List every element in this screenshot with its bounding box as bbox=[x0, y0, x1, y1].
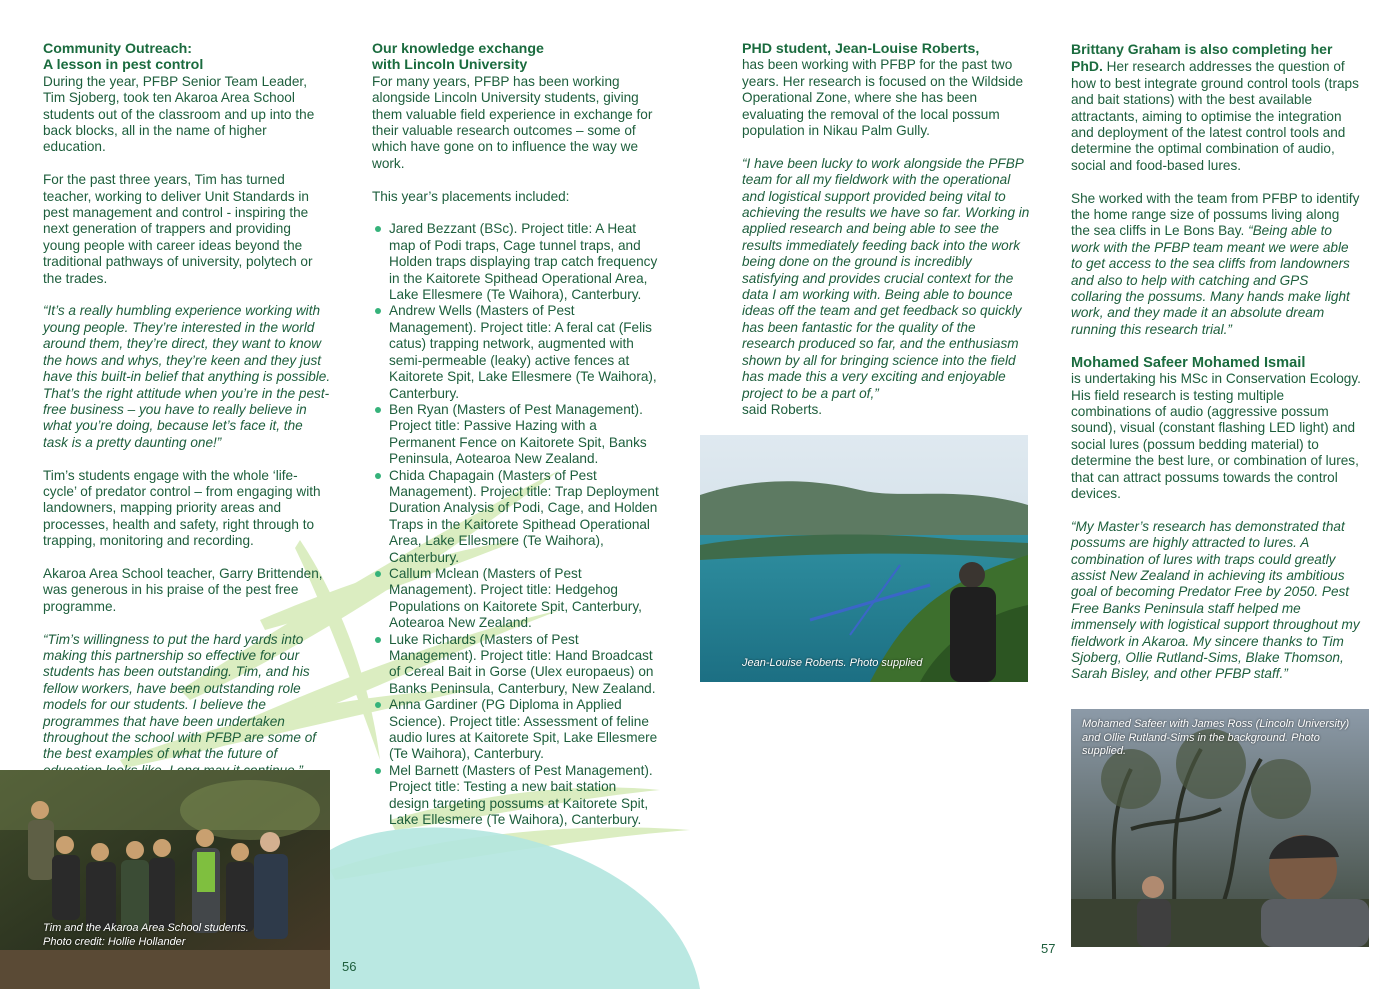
placements-list bbox=[372, 221, 660, 828]
column-lincoln-university bbox=[372, 41, 660, 828]
paragraph: This year’s placements included: bbox=[372, 188, 570, 204]
bullet-icon bbox=[375, 226, 381, 232]
quote: “It’s a really humbling experience working with young people. They’re interested in the world around them, they’re direct, they want to know the hows and whys, they’re keen and they just have this built-in belief that anything is possible. That’s the right attitude when you’re in the pest-free business – you have to really believe in what you’re doing, because let’s face it, the task is a pretty daunting one!” bbox=[43, 303, 331, 450]
photo-group-image bbox=[0, 770, 330, 989]
paragraph: is undertaking his MSc in Conservation Ecology. His field research is testing multiple combinations of audio (aggressive possum sound), visual (constant flashing LED light) and social lures (possum bedding material) to determine the best lure, or combination of lures, that can attract possums towards the control devices. bbox=[1071, 371, 1361, 501]
list-item: Ben Ryan (Masters of Pest Management). Project title: Passive Hazing with a Permanent Fence on Kaitorete Spit, Banks Peninsula, Aotearoa New Zealand. bbox=[372, 402, 660, 468]
column-community-outreach bbox=[43, 41, 331, 796]
section-heading: PHD student, Jean-Louise Roberts, bbox=[742, 41, 980, 57]
paragraph: For the past three years, Tim has turned teacher, working to deliver Unit Standards in pest management and control - inspiring the next generation of trappers and providing young people with career ideas beyond the traditional pathways of university, polytech or the trades. bbox=[43, 172, 313, 286]
list-item: Anna Gardiner (PG Diploma in Applied Science). Project title: Assessment of feline audio lures at Kaitorete Spit, Lake Ellesmere (Te Waihora), Canterbury. bbox=[372, 697, 660, 763]
bullet-icon bbox=[375, 571, 381, 577]
paragraph: Akaroa Area School teacher, Garry Brittenden, was generous in his praise of the pest free programme. bbox=[43, 565, 323, 614]
section-heading: Our knowledge exchange with Lincoln University bbox=[372, 41, 544, 74]
bullet-icon bbox=[375, 702, 381, 708]
quote: “Being able to work with the PFBP team meant we were able to get access to the sea cliffs from landowners and also to help with catching and GPS collaring the possums. Many hands make light work, and they made it an absolute dream running this research trial.” bbox=[1071, 223, 1350, 337]
page-number-left: 56 bbox=[342, 959, 357, 974]
photo-caption: Mohamed Safeer with James Ross (Lincoln University) and Ollie Rutland-Sims in the background. Photo supplied. bbox=[1082, 718, 1350, 757]
column-jean-louise bbox=[742, 41, 1032, 435]
paragraph: She worked with the team from PFBP to identify the home range size of possums living along the sea cliffs in Le Bons Bay. bbox=[1071, 190, 1360, 239]
paragraph: Tim’s students engage with the whole ‘life-cycle’ of predator control – from engaging with landowners, mapping priority areas and processes, health and safety, right through to trapping, monitoring and recording. bbox=[43, 467, 321, 549]
photo-mohamed bbox=[1071, 709, 1369, 947]
bullet-icon bbox=[375, 637, 381, 643]
teal-wave-decoration bbox=[330, 828, 700, 989]
section-heading: Mohamed Safeer Mohamed Ismail bbox=[1071, 354, 1306, 371]
column-brittany-mohamed bbox=[1071, 41, 1361, 699]
photo-coastline-image bbox=[700, 435, 1028, 682]
list-item: Andrew Wells (Masters of Pest Management). Project title: A feral cat (Felis catus) trapping network, augmented with semi-permeable (leaky) active fences at Kaitorete Spit, Lake Ellesmere (Te Waihora), Canterbury. bbox=[372, 303, 660, 401]
photo-school-students bbox=[0, 770, 330, 989]
section-heading: Brittany Graham is also completing her PhD. bbox=[1071, 41, 1333, 75]
bullet-icon bbox=[375, 768, 381, 774]
attribution: said Roberts. bbox=[742, 401, 823, 417]
list-item: Chida Chapagain (Masters of Pest Management). Project title: Trap Deployment Duration Analysis of Podi, Cage, and Holden Traps in the Kaitorete Spithead Operational Area, Lake Ellesmere (Te Waihora), Canterbury. bbox=[372, 468, 660, 566]
photo-caption: Tim and the Akaroa Area School students. Photo credit: Hollie Hollander bbox=[43, 922, 249, 948]
quote: “Tim’s willingness to put the hard yards into making this partnership so effective for our students has been outstanding. Tim, and his fellow workers, have been outstanding role models for our students. I believe the programmes that have been undertaken throughout the school with PFBP are some of the best examples of what the future of bbox=[43, 631, 317, 762]
quote: “My Master’s research has demonstrated that possums are highly attracted to lures. A combination of lures with traps could greatly assist New Zealand in achieving its ambitious goal of becoming Predator Free by 2050. Pest Free Banks Peninsula staff helped me immensely with logistical support throughout my fieldwork in Akaroa. My sincere thanks to Tim Sjoberg, Ollie Rutland-Sims, Blake Thomson, Sarah Bisley, and other PFBP staff.” bbox=[1071, 518, 1360, 682]
page-number-right: 57 bbox=[1041, 941, 1056, 956]
bullet-icon bbox=[375, 407, 381, 413]
paragraph: Her research addresses the question of how to best integrate ground control tools (traps and bait stations) with the best available attractants, aiming to optimise the integration and deployment of the latest control tools and determine the optimal combination of audio, social and food-based lures. bbox=[1071, 59, 1359, 173]
photo-jean-louise bbox=[700, 435, 1028, 682]
paragraph: has been working with PFBP for the past two years. Her research is focused on the Wildside Operational Zone, where she has been evaluating the removal of the local possum population in Nikau Palm Gully. bbox=[742, 57, 1024, 139]
list-item: Luke Richards (Masters of Pest Management). Project title: Hand Broadcast of Cereal Bait in Gorse (Ulex europaeus) on Banks Peninsula, Canterbury, New Zealand. bbox=[372, 632, 660, 698]
list-item: Callum Mclean (Masters of Pest Management). Project title: Hedgehog Populations on Kaitorete Spit, Canterbury, Aotearoa New Zealand. bbox=[372, 566, 660, 632]
photo-caption: Jean-Louise Roberts. Photo supplied bbox=[742, 657, 923, 669]
paragraph: For many years, PFBP has been working alongside Lincoln University students, giving them valuable field experience in exchange for their valuable research outcomes – some of which have gone on to influence the way we work. bbox=[372, 73, 653, 171]
list-item: Jared Bezzant (BSc). Project title: A Heat map of Podi traps, Cage tunnel traps, and Holden traps displaying trap catch frequency in the Kaitorete Spithead Operational Area, Lake Ellesmere (Te Waihora), Canterbury. bbox=[372, 221, 660, 303]
bullet-icon bbox=[375, 308, 381, 314]
paragraph: During the year, PFBP Senior Team Leader, Tim Sjoberg, took ten Akaroa Area School students out of the classroom and up into the back blocks, all in the name of higher education. bbox=[43, 73, 315, 155]
list-item: Mel Barnett (Masters of Pest Management). Project title: Testing a new bait station design targeting possums at Kaitorete Spit, Lake Ellesmere (Te Waihora), Canterbury. bbox=[372, 763, 660, 829]
bullet-icon bbox=[375, 473, 381, 479]
section-heading: Community Outreach: A lesson in pest control bbox=[43, 41, 204, 74]
quote: “I have been lucky to work alongside the PFBP team for all my fieldwork with the operational and logistical support provided being vital to achieving the results we have so far. Working in applied research and being able to see the results immediately feeding back into the work being done on the ground is incredibly satisfying and provides crucial context for the data I am working with. Being able to bounce ideas off the team and get feedback so quickly has been fantastic for the quality of the research produced so far, and the enthusiasm shown by all for bringing science into the field has made this a very exciting and enjoyable project to be a part of,” bbox=[742, 155, 1030, 401]
